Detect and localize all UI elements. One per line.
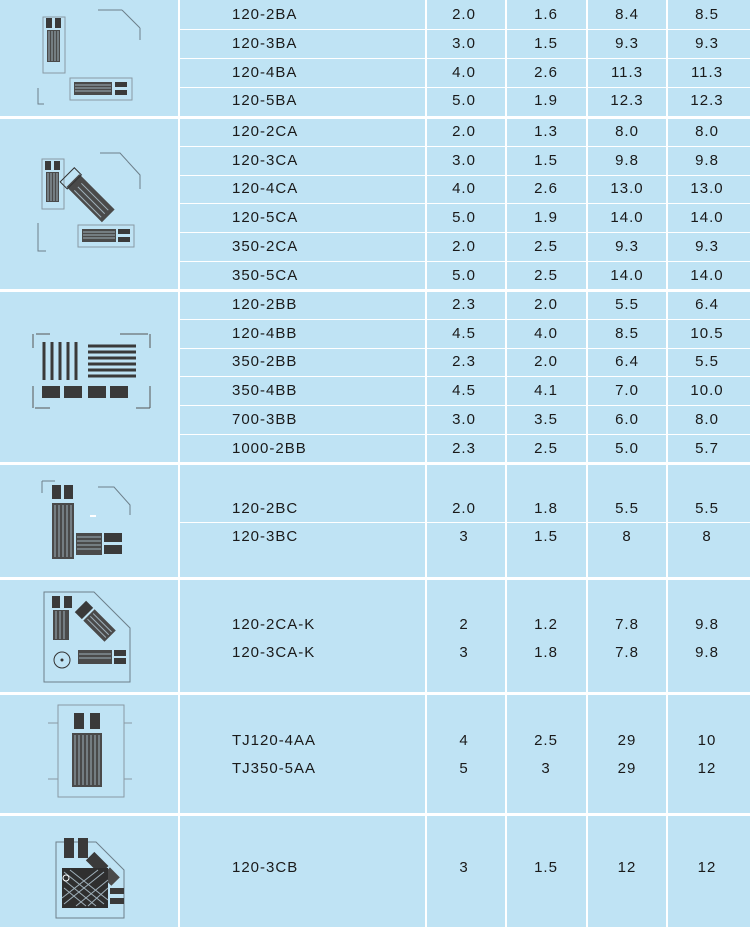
- value-cell: 1.3: [534, 123, 558, 140]
- row-divider: [180, 319, 750, 320]
- value-cell: 9.8: [615, 152, 639, 169]
- value-cell: 13.0: [690, 180, 724, 197]
- model-cell: 120-3CB: [232, 859, 299, 876]
- value-cell: 2.6: [534, 64, 558, 81]
- strain-gauge-ba-icon: [0, 0, 178, 115]
- row-divider: [180, 203, 750, 204]
- model-cell: 120-2BA: [232, 6, 298, 23]
- model-cell: 350-2BB: [232, 353, 298, 370]
- value-cell: 11.3: [610, 64, 644, 81]
- model-cell: 120-3CA: [232, 152, 299, 169]
- model-cell: TJ120-4AA: [232, 732, 317, 749]
- value-cell: 9.8: [695, 644, 719, 661]
- group-divider: [0, 289, 750, 292]
- row-divider: [180, 522, 750, 523]
- model-cell: 350-5CA: [232, 267, 299, 284]
- row-divider: [180, 58, 750, 59]
- value-cell: 14.0: [610, 209, 644, 226]
- row-divider: [180, 232, 750, 233]
- row-divider: [180, 29, 750, 30]
- model-cell: 120-4BA: [232, 64, 298, 81]
- value-cell: 11.3: [690, 64, 724, 81]
- value-cell: 8: [702, 528, 712, 545]
- value-cell: 9.8: [695, 616, 719, 633]
- value-cell: 2.0: [452, 123, 476, 140]
- row-divider: [180, 146, 750, 147]
- value-cell: 4.5: [452, 382, 476, 399]
- value-cell: 3: [459, 528, 469, 545]
- value-cell: 1.8: [534, 644, 558, 661]
- value-cell: 8.0: [615, 123, 639, 140]
- model-cell: 120-4BB: [232, 325, 298, 342]
- row-divider: [180, 405, 750, 406]
- row-divider: [180, 175, 750, 176]
- group-divider: [0, 813, 750, 816]
- value-cell: 8.5: [615, 325, 639, 342]
- value-cell: 5: [459, 760, 469, 777]
- value-cell: 4.0: [534, 325, 558, 342]
- value-cell: 8: [622, 528, 632, 545]
- value-cell: 2.5: [534, 238, 558, 255]
- model-cell: TJ350-5AA: [232, 760, 317, 777]
- row-divider: [180, 87, 750, 88]
- strain-gauge-bc-tee-icon: [0, 463, 178, 576]
- value-cell: 4: [459, 732, 469, 749]
- value-cell: 5.5: [615, 500, 639, 517]
- value-cell: 9.3: [615, 238, 639, 255]
- strain-gauge-aa-tall-icon: [0, 693, 178, 812]
- value-cell: 14.0: [690, 209, 724, 226]
- value-cell: 5.0: [615, 440, 639, 457]
- group-divider: [0, 577, 750, 580]
- value-cell: 5.0: [452, 267, 476, 284]
- value-cell: 1.5: [534, 152, 558, 169]
- value-cell: 9.3: [695, 35, 719, 52]
- group-divider: [0, 116, 750, 119]
- value-cell: 29: [617, 760, 637, 777]
- value-cell: 5.5: [615, 296, 639, 313]
- value-cell: 5.0: [452, 209, 476, 226]
- model-cell: 120-2CA-K: [232, 616, 316, 633]
- strain-gauge-ca-k-rosette-icon: [0, 578, 178, 691]
- value-cell: 8.5: [695, 6, 719, 23]
- value-cell: 1.5: [534, 35, 558, 52]
- model-cell: 350-4BB: [232, 382, 298, 399]
- value-cell: 10: [697, 732, 717, 749]
- value-cell: 3.5: [534, 411, 558, 428]
- value-cell: 2.0: [452, 500, 476, 517]
- value-cell: 2.0: [534, 296, 558, 313]
- value-cell: 12.3: [690, 92, 724, 109]
- value-cell: 4.0: [452, 64, 476, 81]
- value-cell: 2.3: [452, 353, 476, 370]
- value-cell: 5.5: [695, 500, 719, 517]
- model-cell: 120-2BC: [232, 500, 299, 517]
- value-cell: 1.8: [534, 500, 558, 517]
- model-cell: 120-4CA: [232, 180, 299, 197]
- value-cell: 1.2: [534, 616, 558, 633]
- value-cell: 14.0: [610, 267, 644, 284]
- value-cell: 4.5: [452, 325, 476, 342]
- value-cell: 3.0: [452, 35, 476, 52]
- value-cell: 2.6: [534, 180, 558, 197]
- value-cell: 6.4: [695, 296, 719, 313]
- model-cell: 120-3CA-K: [232, 644, 316, 661]
- value-cell: 3: [541, 760, 551, 777]
- value-cell: 7.8: [615, 616, 639, 633]
- value-cell: 12: [697, 859, 717, 876]
- strain-gauge-bb-pair-icon: [0, 290, 178, 461]
- value-cell: 1.6: [534, 6, 558, 23]
- model-cell: 700-3BB: [232, 411, 298, 428]
- value-cell: 1.5: [534, 528, 558, 545]
- value-cell: 1.9: [534, 92, 558, 109]
- row-divider: [180, 434, 750, 435]
- value-cell: 8.0: [695, 411, 719, 428]
- value-cell: 3.0: [452, 411, 476, 428]
- value-cell: 2: [459, 616, 469, 633]
- value-cell: 2.0: [534, 353, 558, 370]
- model-cell: 1000-2BB: [232, 440, 307, 457]
- value-cell: 2.3: [452, 296, 476, 313]
- value-cell: 4.0: [452, 180, 476, 197]
- value-cell: 9.3: [615, 35, 639, 52]
- model-cell: 120-2BB: [232, 296, 298, 313]
- value-cell: 1.5: [534, 859, 558, 876]
- model-cell: 120-3BC: [232, 528, 299, 545]
- value-cell: 8.4: [615, 6, 639, 23]
- value-cell: 12: [617, 859, 637, 876]
- value-cell: 2.5: [534, 440, 558, 457]
- value-cell: 2.5: [534, 732, 558, 749]
- value-cell: 9.3: [695, 238, 719, 255]
- value-cell: 13.0: [610, 180, 644, 197]
- value-cell: 5.5: [695, 353, 719, 370]
- group-divider: [0, 692, 750, 695]
- value-cell: 1.9: [534, 209, 558, 226]
- value-cell: 2.0: [452, 238, 476, 255]
- value-cell: 2.3: [452, 440, 476, 457]
- model-cell: 120-3BA: [232, 35, 298, 52]
- row-divider: [180, 261, 750, 262]
- value-cell: 29: [617, 732, 637, 749]
- value-cell: 3: [459, 644, 469, 661]
- value-cell: 6.0: [615, 411, 639, 428]
- group-divider: [0, 462, 750, 465]
- model-cell: 120-2CA: [232, 123, 299, 140]
- value-cell: 10.0: [690, 382, 724, 399]
- value-cell: 14.0: [690, 267, 724, 284]
- value-cell: 12.3: [610, 92, 644, 109]
- value-cell: 2.0: [452, 6, 476, 23]
- row-divider: [180, 376, 750, 377]
- value-cell: 3: [459, 859, 469, 876]
- value-cell: 12: [697, 760, 717, 777]
- value-cell: 8.0: [695, 123, 719, 140]
- value-cell: 3.0: [452, 152, 476, 169]
- value-cell: 7.0: [615, 382, 639, 399]
- model-cell: 350-2CA: [232, 238, 299, 255]
- strain-gauge-cb-stacked-rosette-icon: [0, 814, 178, 927]
- strain-gauge-ca-rosette-icon: [0, 117, 178, 288]
- value-cell: 10.5: [690, 325, 724, 342]
- value-cell: 6.4: [615, 353, 639, 370]
- model-cell: 120-5CA: [232, 209, 299, 226]
- model-cell: 120-5BA: [232, 92, 298, 109]
- value-cell: 7.8: [615, 644, 639, 661]
- value-cell: 5.7: [695, 440, 719, 457]
- value-cell: 9.8: [695, 152, 719, 169]
- value-cell: 4.1: [534, 382, 558, 399]
- value-cell: 2.5: [534, 267, 558, 284]
- row-divider: [180, 348, 750, 349]
- value-cell: 5.0: [452, 92, 476, 109]
